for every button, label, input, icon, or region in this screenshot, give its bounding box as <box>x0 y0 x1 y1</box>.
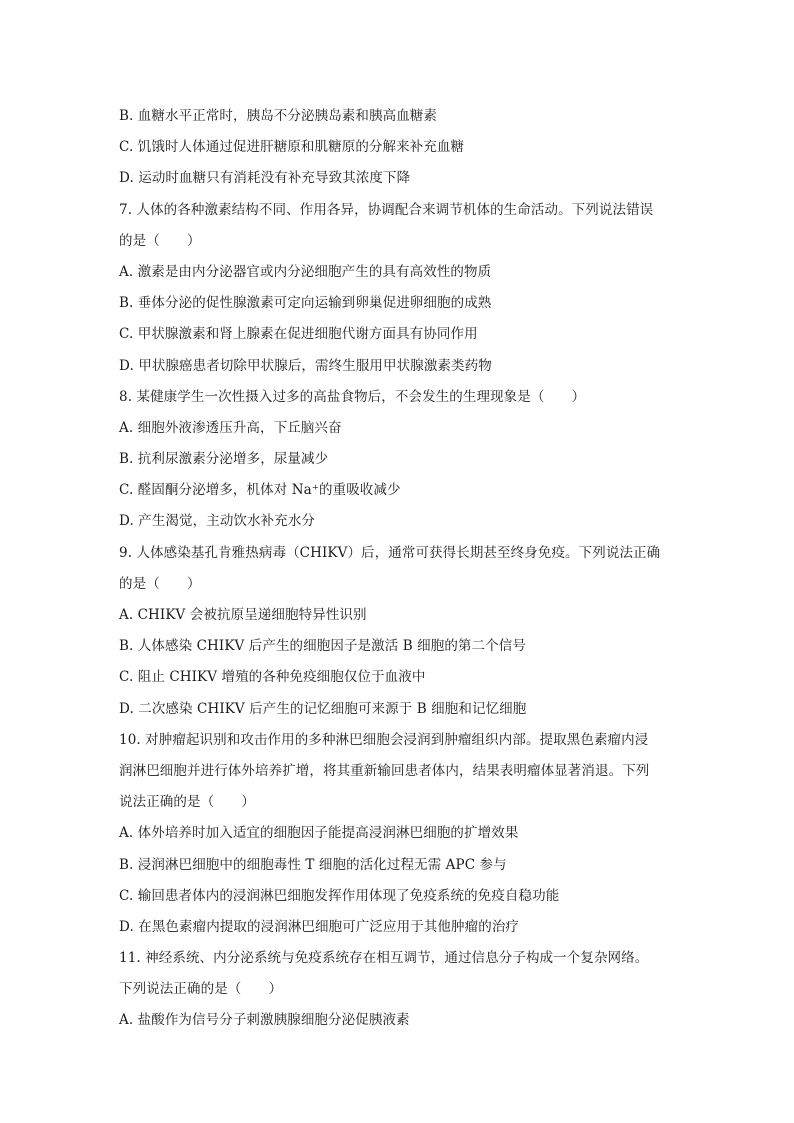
question-stem-7-cont: 的是（ ） <box>119 232 201 249</box>
question-stem-9-cont: 的是（ ） <box>119 575 201 592</box>
question-text <box>119 101 679 1037</box>
option-line: D. 运动时血糖只有消耗没有补充导致其浓度下降 <box>119 170 411 187</box>
question-stem-11-cont: 下列说法正确的是（ ） <box>119 981 283 998</box>
option-line: D. 甲状腺癌患者切除甲状腺后，需终生服用甲状腺激素类药物 <box>119 357 492 374</box>
option-line: C. 饥饿时人体通过促进肝糖原和肌糖原的分解来补充血糖 <box>119 139 465 156</box>
option-line: A. 激素是由内分泌器官或内分泌细胞产生的具有高效性的物质 <box>119 263 492 280</box>
option-line: A. 盐酸作为信号分子刺激胰腺细胞分泌促胰液素 <box>119 1012 410 1029</box>
option-line: D. 二次感染 CHIKV 后产生的记忆细胞可来源于 B 细胞和记忆细胞 <box>119 700 527 717</box>
question-stem-10-cont: 说法正确的是（ ） <box>119 794 255 811</box>
question-stem-10: 10. 对肿瘤起识别和攻击作用的多种淋巴细胞会浸润到肿瘤组织内部。提取黑色素瘤内浸 <box>119 731 649 748</box>
option-line: A. CHIKV 会被抗原呈递细胞特异性识别 <box>119 607 367 623</box>
option-line: A. 细胞外液渗透压升高，下丘脑兴奋 <box>119 419 342 436</box>
option-line: B. 垂体分泌的促性腺激素可定向运输到卵巢促进卵细胞的成熟 <box>119 295 492 312</box>
option-line: C. 醛固酮分泌增多，机体对 Na⁺的重吸收减少 <box>119 482 401 499</box>
question-stem-10-cont: 润淋巴细胞并进行体外培养扩增，将其重新输回患者体内，结果表明瘤体显著消退。下列 <box>119 762 650 779</box>
option-line: A. 体外培养时加入适宜的细胞因子能提高浸润淋巴细胞的扩增效果 <box>119 825 519 842</box>
option-line: B. 浸润淋巴细胞中的细胞毒性 T 细胞的活化过程无需 APC 参与 <box>119 856 507 873</box>
option-line: C. 甲状腺激素和肾上腺素在促进细胞代谢方面具有协同作用 <box>119 326 478 343</box>
option-line: D. 产生渴觉，主动饮水补充水分 <box>119 513 316 530</box>
option-line: B. 抗利尿激素分泌增多，尿量减少 <box>119 451 329 468</box>
option-line: D. 在黑色素瘤内提取的浸润淋巴细胞可广泛应用于其他肿瘤的治疗 <box>119 918 520 935</box>
question-stem-8: 8. 某健康学生一次性摄入过多的高盐食物后，不会发生的生理现象是（ ） <box>119 388 586 405</box>
question-stem-11: 11. 神经系统、内分泌系统与免疫系统存在相互调节，通过信息分子构成一个复杂网络。 <box>119 950 649 967</box>
option-line: C. 输回患者体内的浸润淋巴细胞发挥作用体现了免疫系统的免疫自稳功能 <box>119 887 560 904</box>
question-stem-7: 7. 人体的各种激素结构不同、作用各异，协调配合来调节机体的生命活动。下列说法错误 <box>119 201 654 218</box>
option-line: C. 阻止 CHIKV 增殖的各种免疫细胞仅位于血液中 <box>119 669 426 686</box>
option-line: B. 人体感染 CHIKV 后产生的细胞因子是激活 B 细胞的第二个信号 <box>119 638 526 655</box>
option-line: B. 血糖水平正常时，胰岛不分泌胰岛素和胰高血糖素 <box>119 108 438 124</box>
question-stem-9: 9. 人体感染基孔肯雅热病毒（CHIKV）后，通常可获得长期甚至终身免疫。下列说法正确 <box>119 544 661 561</box>
